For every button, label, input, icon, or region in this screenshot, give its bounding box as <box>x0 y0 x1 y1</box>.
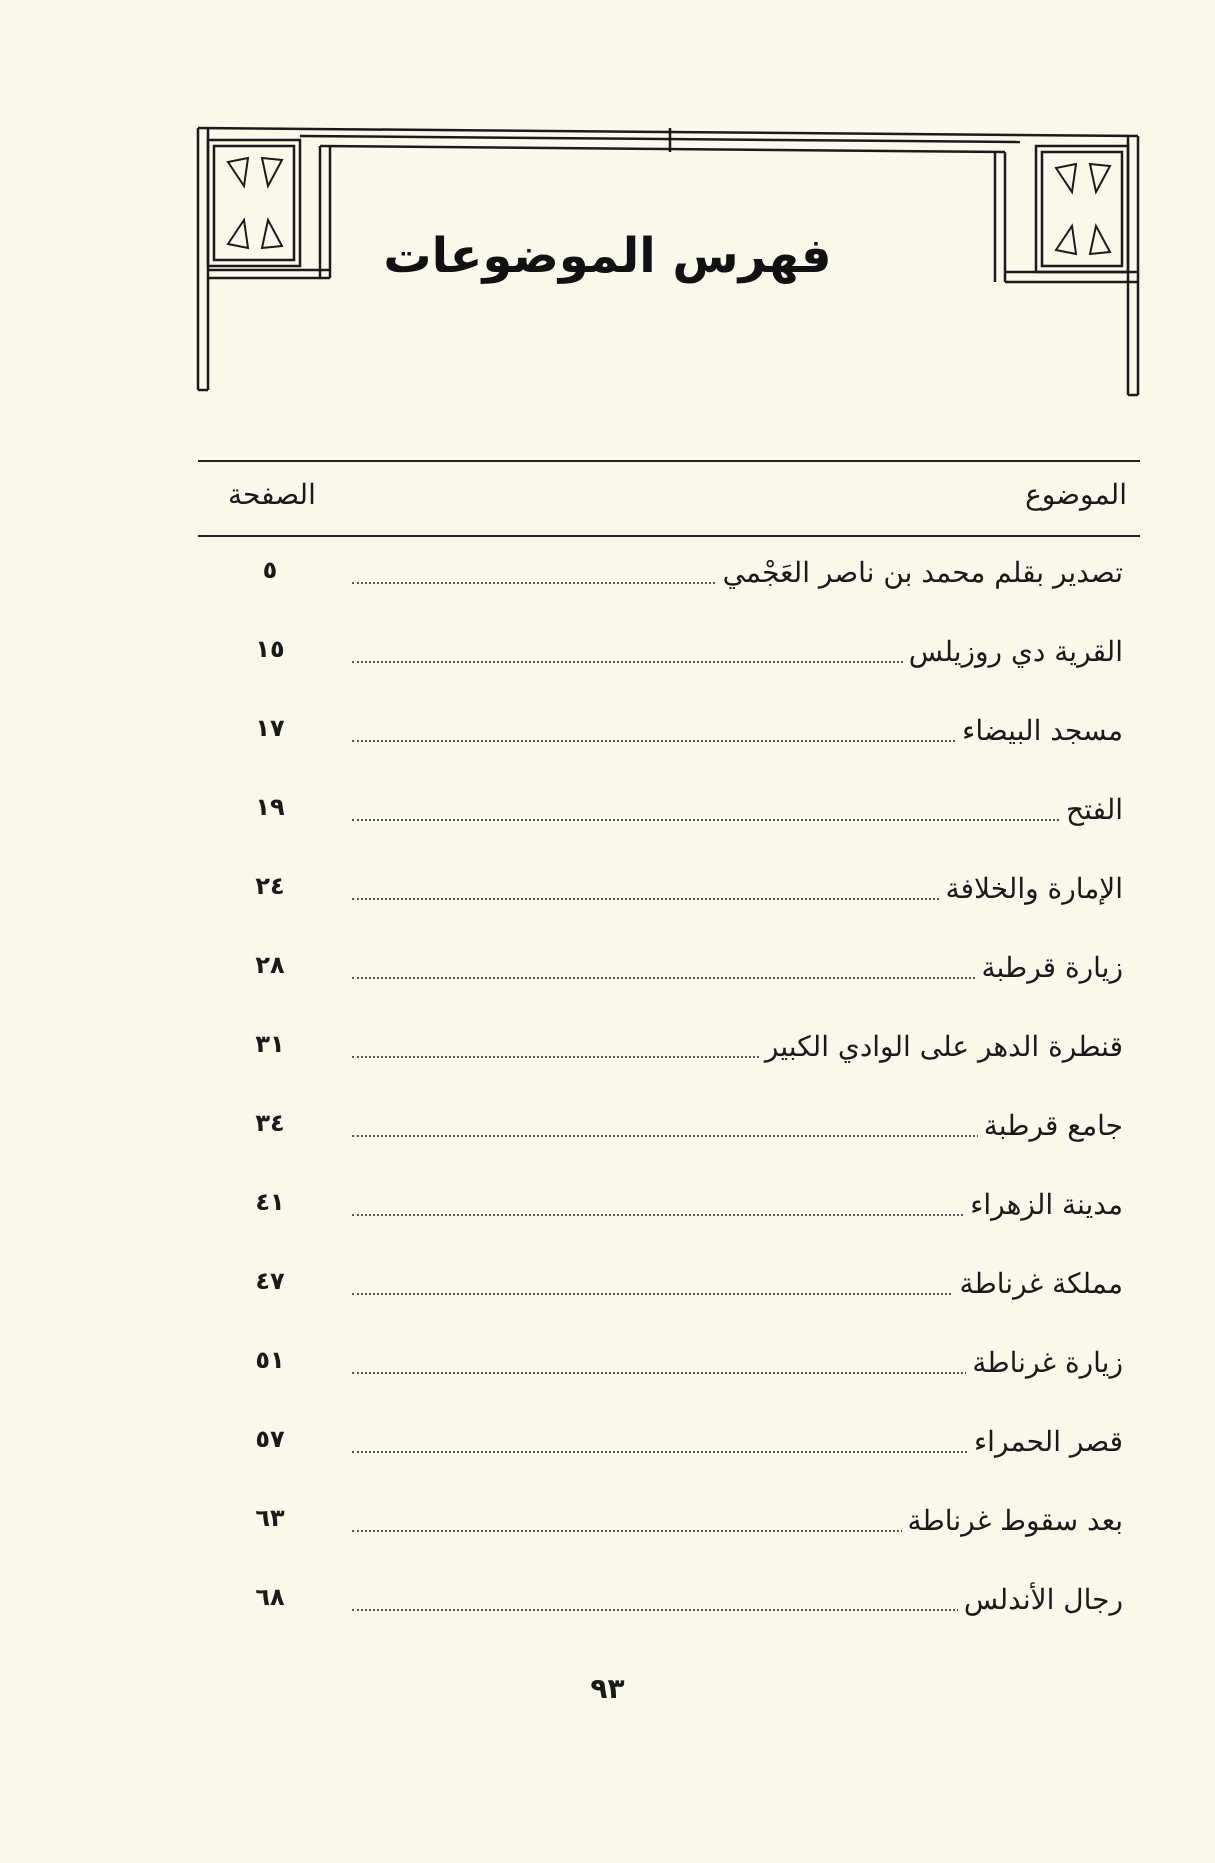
toc-entry-page: ٣١ <box>255 1030 285 1058</box>
header-bottom-rule <box>198 535 1140 537</box>
page-number: ٩٣ <box>590 1672 625 1705</box>
toc-entry-title: زيارة غرناطة <box>966 1346 1123 1379</box>
toc-entry-title: قصر الحمراء <box>968 1425 1123 1458</box>
toc-entry-page: ٢٤ <box>255 872 285 900</box>
toc-row <box>0 872 1215 912</box>
toc-entry-title: مدينة الزهراء <box>964 1188 1123 1221</box>
toc-entry-page: ٦٨ <box>255 1583 285 1611</box>
toc-row <box>0 951 1215 991</box>
toc-entry-title: مسجد البيضاء <box>956 714 1123 747</box>
toc-entry-title: الفتح <box>1060 793 1123 826</box>
column-header-page: الصفحة <box>228 478 316 511</box>
toc-entry-title: زيارة قرطبة <box>975 951 1123 984</box>
toc-row <box>0 1346 1215 1386</box>
toc-row <box>0 1425 1215 1465</box>
toc-entry-page: ٦٣ <box>255 1504 285 1532</box>
toc-entry-page: ٥٧ <box>255 1425 285 1453</box>
toc-row <box>0 556 1215 596</box>
page-title: فهرس الموضوعات <box>383 228 832 284</box>
toc-entry-title: بعد سقوط غرناطة <box>902 1504 1124 1537</box>
toc-entry-title: القرية دي روزيلس <box>903 635 1123 668</box>
toc-entry-title: قنطرة الدهر على الوادي الكبير <box>759 1030 1123 1063</box>
toc-entry-page: ٥١ <box>255 1346 285 1374</box>
toc-row <box>0 1583 1215 1623</box>
toc-row <box>0 714 1215 754</box>
toc-row <box>0 1030 1215 1070</box>
toc-entry-title: تصدير بقلم محمد بن ناصر العَجْمي <box>717 556 1123 589</box>
toc-entry-title: جامع قرطبة <box>978 1109 1123 1142</box>
toc-entry-page: ١٥ <box>255 635 285 663</box>
toc-entry-page: ٤١ <box>255 1188 285 1216</box>
header-top-rule <box>198 460 1140 462</box>
toc-row <box>0 793 1215 833</box>
toc-entry-page: ٥ <box>262 556 278 584</box>
toc-row <box>0 635 1215 675</box>
column-header-topic: الموضوع <box>1025 478 1127 511</box>
toc-entry-page: ٤٧ <box>255 1267 285 1295</box>
ornamental-header-frame <box>0 0 1215 420</box>
toc-entry-title: الإمارة والخلافة <box>940 872 1123 905</box>
dot-leader <box>352 819 1115 821</box>
toc-entry-page: ٣٤ <box>255 1109 285 1137</box>
toc-entry-page: ١٩ <box>255 793 285 821</box>
toc-row <box>0 1109 1215 1149</box>
toc-row <box>0 1504 1215 1544</box>
toc-entry-page: ١٧ <box>255 714 285 742</box>
toc-entry-title: مملكة غرناطة <box>953 1267 1123 1300</box>
toc-row <box>0 1267 1215 1307</box>
toc-row <box>0 1188 1215 1228</box>
toc-entry-page: ٢٨ <box>255 951 285 979</box>
toc-entry-title: رجال الأندلس <box>958 1583 1123 1616</box>
